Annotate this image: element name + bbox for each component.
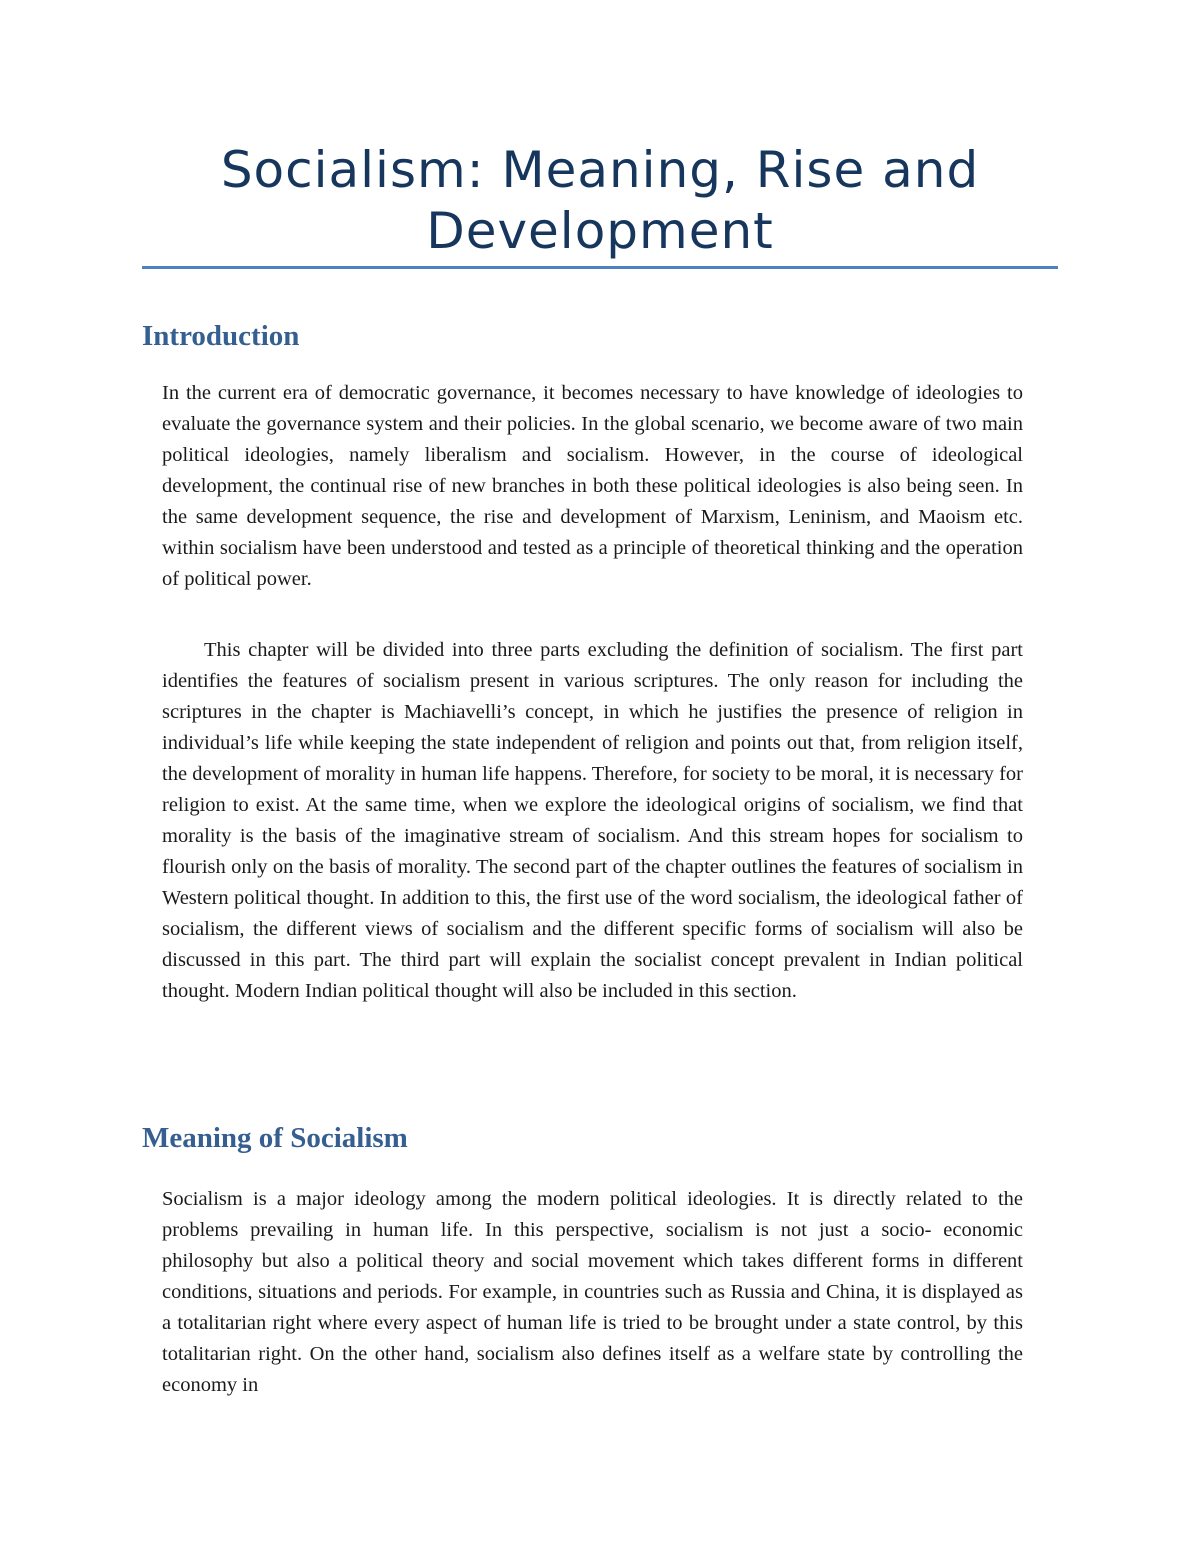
page-title: Socialism: Meaning, Rise and Development: [220, 141, 980, 260]
introduction-paragraph-2: This chapter will be divided into three parts excluding the definition of socialism. The first part identifies the features of socialism present in various scriptures. The only reason for including the scriptures in the chapter is Machiavelli’s concept, in which he justifies the presence of religion in individual’s life while keeping the state independent of religion and points out that, from religion itself, the development of morality in human life happens. Therefore, for society to be moral, it is necessary for religion to exist. At the same time, when we explore the ideological origins of socialism, we find that morality is the basis of the imaginative stream of socialism. And this stream hopes for socialism to flourish only on the basis of morality. The second part of the chapter outlines the features of socialism in Western political thought. In addition to this, the first use of the word socialism, the ideological father of socialism, the different views of socialism and the different specific forms of socialism will also be discussed in this part. The third part will explain the socialist concept prevalent in Indian political thought. Modern Indian political thought will also be included in this section.: [162, 639, 1023, 1002]
section-heading-introduction: Introduction: [142, 320, 300, 352]
introduction-paragraph-1: In the current era of democratic governance, it becomes necessary to have knowledge of ideologies to evaluate the governance system and their policies. In the global scenario, we become aware of two main political ideologies, namely liberalism and socialism. However, in the course of ideological development, the continual rise of new branches in both these political ideologies is also being seen. In the same development sequence, the rise and development of Marxism, Leninism, and Maoism etc. within socialism have been understood and tested as a principle of theoretical thinking and the operation of political power.: [162, 382, 1023, 590]
section-heading-meaning-of-socialism: Meaning of Socialism: [142, 1122, 408, 1154]
title-divider: [142, 266, 1058, 269]
meaning-paragraph-1: Socialism is a major ideology among the modern political ideologies. It is directly related to the problems prevailing in human life. In this perspective, socialism is not just a socio- economic philosophy but also a political theory and social movement which takes different forms in different conditions, situations and periods. For example, in countries such as Russia and China, it is displayed as a totalitarian right where every aspect of human life is tried to be brought under a state control, by this totalitarian right. On the other hand, socialism also defines itself as a welfare state by controlling the economy in: [162, 1188, 1023, 1396]
